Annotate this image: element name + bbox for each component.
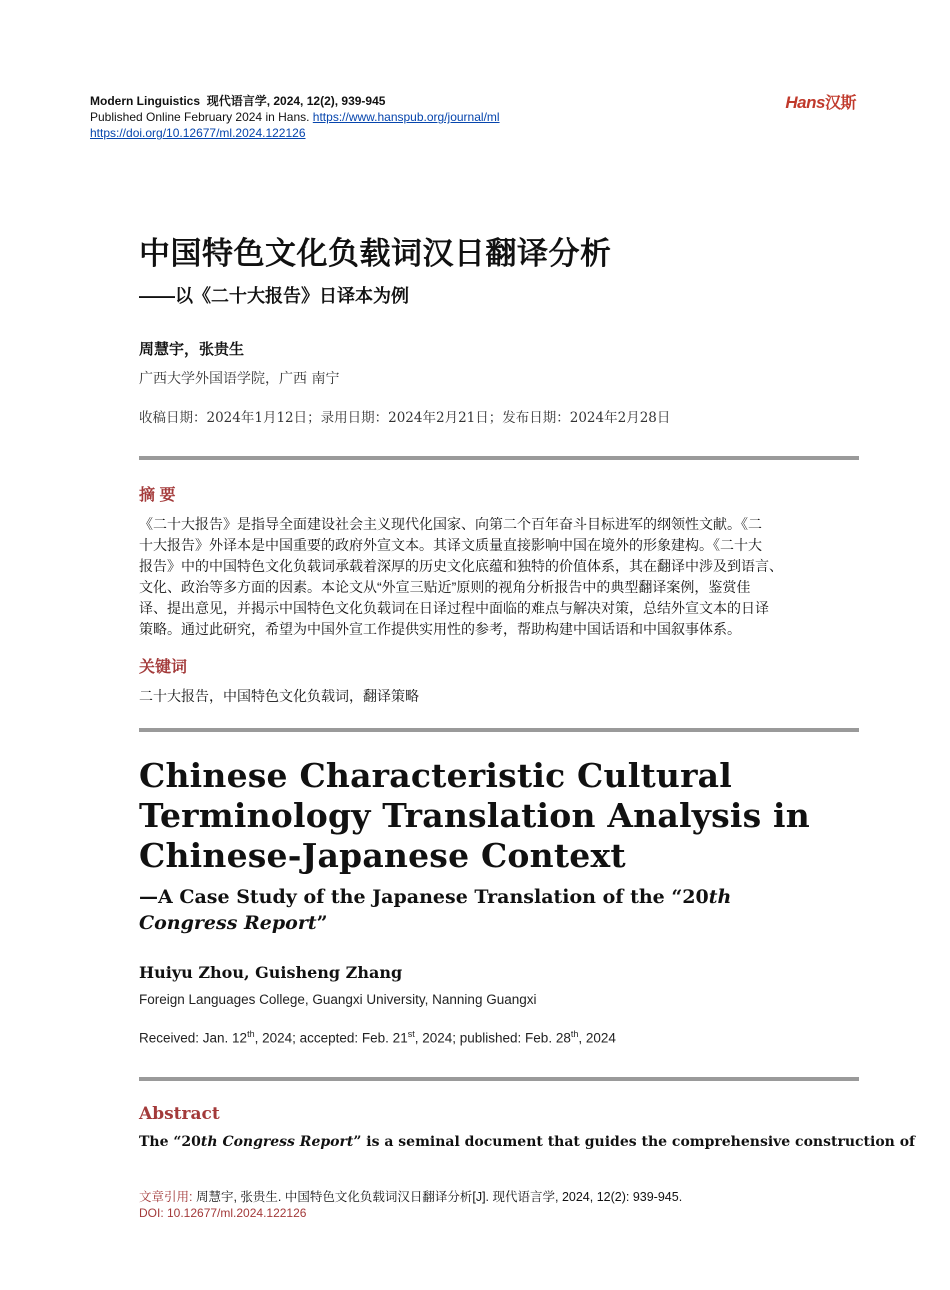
abstract-line: 文化、政治等多方面的因素。本论文从“外宣三贴近”原则的视角分析报告中的典型翻译案例，鉴赏佳 — [139, 579, 751, 595]
english-authors: Huiyu Zhou, Guisheng Zhang — [139, 963, 403, 982]
chinese-keywords: 二十大报告，中国特色文化负载词，翻译策略 — [139, 688, 419, 704]
date-sup: th — [570, 1029, 579, 1039]
citation-label: 文章引用: — [139, 1190, 193, 1204]
journal-link[interactable]: https://www.hanspub.org/journal/ml — [312, 110, 500, 124]
date-part: Received: Jan. 12 — [139, 1030, 248, 1046]
english-title: Chinese Characteristic Cultural Terminology Translation Analysis in Chinese-Japanese Context — [139, 756, 810, 875]
doi-link[interactable]: https://doi.org/10.12677/ml.2024.122126 — [90, 126, 306, 140]
logo-text-cn: 汉斯 — [824, 95, 856, 112]
chinese-affiliation: 广西大学外国语学院，广西 南宁 — [139, 371, 340, 387]
chinese-abstract — [139, 514, 859, 640]
date-sup: th — [247, 1029, 255, 1039]
date-part: , 2024 — [578, 1030, 616, 1046]
chinese-dates: 收稿日期：2024年1月12日；录用日期：2024年2月21日；发布日期：2024年2月28日 — [139, 410, 671, 426]
english-abstract-heading: Abstract — [139, 1104, 220, 1124]
journal-header — [90, 93, 500, 141]
date-part: , 2024; published: Feb. 28 — [414, 1030, 571, 1046]
subtitle-part: Congress Report — [139, 912, 317, 934]
abstract-line: 策略。通过此研究，希望为中国外宣工作提供实用性的参考，帮助构建中国话语和中国叙事体系。 — [139, 621, 741, 637]
abstract-part: th Congress Report — [200, 1134, 354, 1150]
date-part: , 2024; accepted: Feb. 21 — [254, 1030, 408, 1046]
subtitle-part: ” — [316, 912, 328, 934]
subtitle-part: th — [708, 886, 732, 908]
chinese-keywords-heading: 关键词 — [139, 659, 188, 676]
subtitle-part: —A Case Study of the Japanese Translation of the “20 — [139, 886, 709, 908]
divider-bottom — [139, 1077, 859, 1081]
divider-middle — [139, 728, 859, 732]
abstract-part: The “20 — [139, 1134, 201, 1150]
divider-top — [139, 456, 859, 460]
chinese-subtitle: ——以《二十大报告》日译本为例 — [139, 286, 409, 306]
chinese-abstract-heading: 摘 要 — [139, 487, 176, 504]
english-subtitle — [139, 884, 839, 936]
abstract-part: ” is a seminal document that guides the comprehensive construction of — [353, 1134, 916, 1150]
abstract-line: 十大报告》外译本是中国重要的政府外宣文本。其译文质量直接影响中国在境外的形象建构。《二十大 — [139, 537, 762, 553]
citation — [139, 1187, 682, 1205]
logo-text-en: Hans — [785, 93, 825, 112]
abstract-line: 报告》中的中国特色文化负载词承载着深厚的历史文化底蕴和独特的价值体系，其在翻译中涉及到语言、 — [139, 558, 783, 574]
footer-doi: DOI: 10.12677/ml.2024.122126 — [139, 1206, 307, 1220]
journal-issue: 现代语言学, 2024, 12(2), 939-945 — [206, 94, 386, 108]
english-affiliation: Foreign Languages College, Guangxi University, Nanning Guangxi — [139, 992, 537, 1007]
english-abstract — [139, 1134, 915, 1150]
published-online: Published Online February 2024 in Hans. — [90, 110, 313, 124]
hans-logo — [785, 90, 856, 113]
chinese-authors: 周慧宇，张贵生 — [139, 340, 245, 358]
chinese-title: 中国特色文化负载词汉日翻译分析 — [139, 236, 612, 271]
journal-name: Modern Linguistics — [90, 94, 201, 108]
abstract-line: 译、提出意见，并揭示中国特色文化负载词在日译过程中面临的难点与解决对策，总结外宣文本的日译 — [139, 600, 769, 616]
date-sup: st — [407, 1029, 415, 1039]
abstract-line: 《二十大报告》是指导全面建设社会主义现代化国家、向第二个百年奋斗目标进军的纲领性文献。《二 — [139, 516, 762, 532]
citation-text: 周慧宇, 张贵生. 中国特色文化负载词汉日翻译分析[J]. 现代语言学, 2024, 12(2): 939-945. — [192, 1190, 683, 1204]
english-dates — [139, 1029, 616, 1046]
